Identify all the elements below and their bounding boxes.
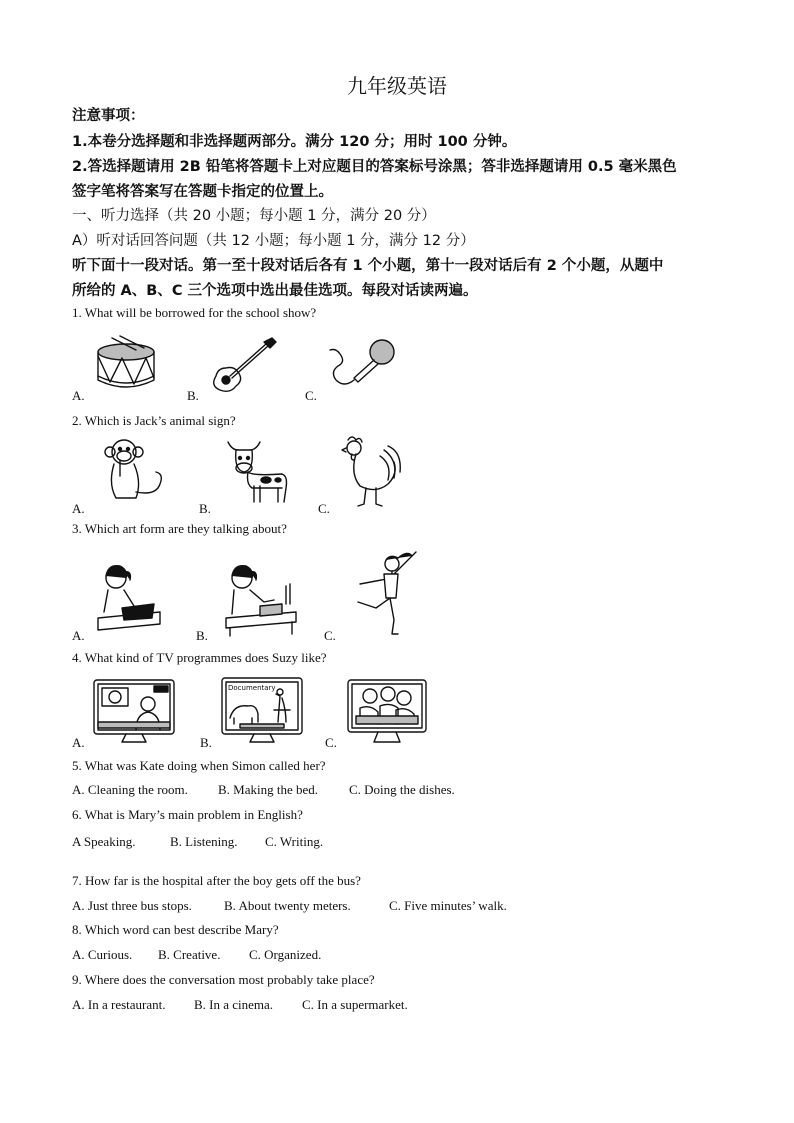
q8-option-a: A. Curious.: [72, 947, 133, 962]
q5-option-b: B. Making the bed.: [218, 782, 319, 797]
notice-heading: 注意事项：: [72, 108, 145, 124]
q8-option-b: B. Creative.: [158, 947, 221, 962]
page-title: 九年级英语: [347, 74, 447, 98]
option-letter: A.: [72, 501, 85, 516]
q7-option-a: A. Just three bus stops.: [72, 898, 192, 913]
microphone-icon: [326, 336, 398, 390]
q7-option-b: B. About twenty meters.: [224, 898, 351, 913]
question-6: 6. What is Mary’s main problem in English?: [72, 807, 303, 822]
q8-option-c: C. Organized.: [249, 947, 322, 962]
girl-paper-cutting-icon: [94, 562, 164, 638]
guitar-icon: [206, 336, 278, 394]
question-3: 3. Which art form are they talking about?: [72, 521, 287, 536]
section-part-1: 一、听力选择（共 20 小题；每小题 1 分，满分 20 分）: [72, 208, 436, 224]
tv-documentary-icon: [220, 674, 304, 744]
option-letter: B.: [199, 501, 211, 516]
q6-option-a: A Speaking.: [72, 834, 136, 849]
option-letter: C.: [305, 388, 317, 403]
notice-line-2a: 2.答选择题请用 2B 铅笔将答题卡上对应题目的答案标号涂黑；答非选择题请用 0.5 毫米黑色: [72, 159, 677, 175]
option-letter: C.: [318, 501, 330, 516]
option-letter: A.: [72, 388, 85, 403]
question-2: 2. Which is Jack’s animal sign?: [72, 413, 236, 428]
question-4: 4. What kind of TV programmes does Suzy like?: [72, 650, 327, 665]
question-5: 5. What was Kate doing when Simon called her?: [72, 758, 326, 773]
q9-option-c: C. In a supermarket.: [302, 997, 408, 1012]
monkey-icon: [100, 436, 170, 506]
question-1: 1. What will be borrowed for the school show?: [72, 305, 317, 320]
option-letter: B.: [187, 388, 199, 403]
girl-dancing-icon: [346, 546, 422, 640]
q6-option-c: C. Writing.: [265, 834, 324, 849]
drum-icon: [94, 334, 158, 394]
q5-option-c: C. Doing the dishes.: [349, 782, 455, 797]
ox-icon: [222, 436, 294, 508]
option-letter: A.: [72, 628, 85, 643]
option-letter: B.: [200, 735, 212, 750]
notice-line-1: 1.本卷分选择题和非选择题两部分。满分 120 分；用时 100 分钟。: [72, 134, 517, 150]
q9-option-a: A. In a restaurant.: [72, 997, 166, 1012]
q5-option-a: A. Cleaning the room.: [72, 782, 188, 797]
option-letter: A.: [72, 735, 85, 750]
section-part-a: A）听对话回答问题（共 12 小题；每小题 1 分，满分 12 分）: [72, 233, 475, 249]
tv-label: Documentary: [228, 684, 276, 692]
rooster-icon: [340, 434, 404, 510]
tv-news-icon: [92, 676, 176, 744]
instruction-line-2: 所给的 A、B、C 三个选项中选出最佳选项。每段对话读两遍。: [72, 283, 478, 299]
question-8: 8. Which word can best describe Mary?: [72, 922, 279, 937]
option-letter: C.: [325, 735, 337, 750]
notice-line-2b: 签字笔将答案写在答题卡指定的位置上。: [72, 184, 333, 200]
question-7: 7. How far is the hospital after the boy gets off the bus?: [72, 873, 361, 888]
tv-cartoon-icon: [346, 676, 428, 746]
girl-painting-icon: [220, 562, 300, 638]
instruction-line-1: 听下面十一段对话。第一至十段对话后各有 1 个小题，第十一段对话后有 2 个小题，从题中: [72, 258, 664, 274]
q6-option-b: B. Listening.: [170, 834, 238, 849]
q9-option-b: B. In a cinema.: [194, 997, 274, 1012]
question-9: 9. Where does the conversation most probably take place?: [72, 972, 375, 987]
q7-option-c: C. Five minutes’ walk.: [389, 898, 507, 913]
option-letter: B.: [196, 628, 208, 643]
option-letter: C.: [324, 628, 336, 643]
